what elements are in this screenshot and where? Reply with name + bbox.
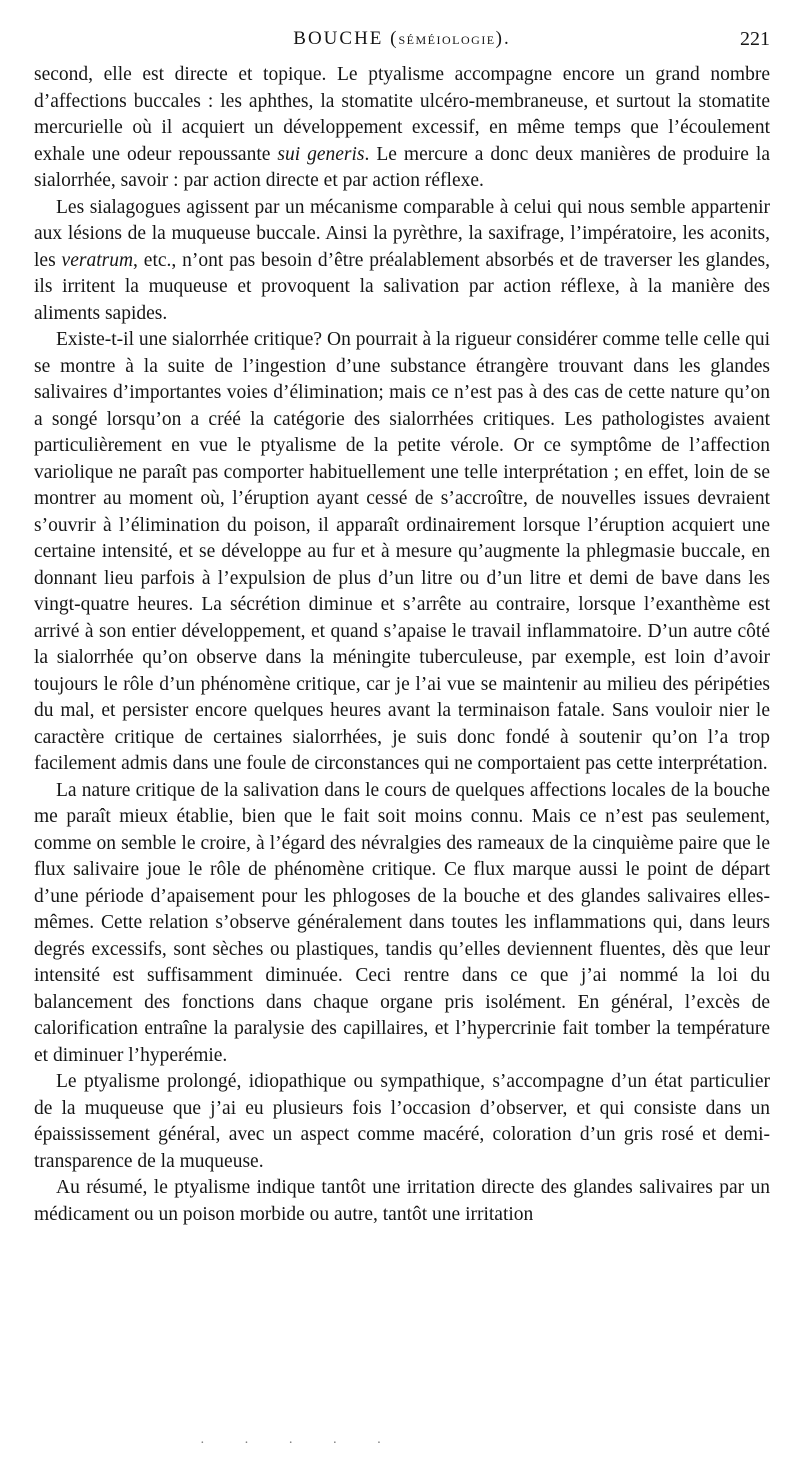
paragraph-text: La nature critique de la salivation dans le cours de quelques affections locales de la bouche me paraît mieux établie, bien que le fait soit moins connu. Mais ce n’est pas seulement, comme on semble le croire, à l’égard des névralgies des rameaux de la cinquième paire que le flux salivaire joue le rôle de phénomène critique. Ce flux marque aussi le point de départ d’une période d’apaisement pour les phlogoses de la bouche et des glandes salivaires elles-mêmes. Cette relation s’observe généralement dans toutes les inflammations qui, dans leurs degrés excessifs, sont sèches ou plastiques, tandis qu’elles deviennent fluentes, dès que leur intensité est suffisamment diminuée. Ceci rentre dans ce que j’ai nommé la loi du balancement des fonctions dans chaque organe pris isolément. En général, l’excès de calorification entraîne la paralysie des capillaires, et l’hypercrinie fait tomber la température et diminuer l’hyperémie. — [34, 779, 770, 1066]
page-number: 221 — [740, 28, 770, 50]
paragraph-text: Le ptyalisme prolongé, idiopathique ou sympathique, s’accompagne d’un état particulier de la muqueuse que j’ai eu plusieurs fois l’occasion d’observer, et qui consiste dans un épaississement général, avec un aspect comme macéré, coloration d’un gris rosé et demi-transparence de la muqueuse. — [34, 1071, 770, 1172]
running-title-small-caps: SÉMÉIOLOGIE — [398, 33, 496, 47]
body-text — [34, 62, 770, 1228]
paragraph — [34, 327, 770, 778]
paragraph — [34, 1175, 770, 1228]
paragraph-text: Les sialagogues agissent par un mécanisme comparable à celui qui nous semble appartenir aux lésions de la muqueuse buccale. Ainsi la pyrèthre, la saxifrage, l’impératoire, les aconits, les — [34, 196, 770, 271]
running-title-main: BOUCHE ( — [293, 28, 399, 49]
paragraph-text: Au résumé, le ptyalisme indique tantôt une irritation directe des glandes salivaires par un médicament ou un poison morbide ou autre, tantôt une irritation — [34, 1177, 770, 1225]
paragraph — [34, 62, 770, 195]
paragraph-text: second, elle est directe et topique. Le ptyalisme accompagne encore un grand nombre d’affections buccales : les aphthes, la stomatite ulcéro-membraneuse, et surtout la stomatite mercurielle où il acquiert un développement excessif, en même temps que l’écoulement exhale une odeur repoussante — [34, 64, 770, 165]
running-title — [34, 28, 770, 50]
book-page — [34, 28, 770, 1228]
footer-specks: · · · · · — [200, 1436, 400, 1451]
paragraph-text: . Le mercure a donc deux manières de produire la sialorrhée, savoir : par action directe et par action réflexe. — [34, 143, 770, 191]
paragraph — [34, 1069, 770, 1175]
paragraph-text: , etc., n’ont pas besoin d’être préalablement absorbés et de traverser les glandes, ils irritent la muqueuse et provoquent la salivation par action réflexe, à la manière des aliments sapides. — [34, 249, 770, 324]
italic-text: veratrum — [61, 249, 134, 271]
running-head — [34, 28, 770, 62]
running-title-end: ). — [495, 28, 511, 49]
paragraph — [34, 195, 770, 328]
paragraph — [34, 778, 770, 1070]
paragraph-text: Existe-t-il une sialorrhée critique? On pourrait à la rigueur considérer comme telle celle qui se montre à la suite de l’ingestion d’une substance étrangère trouvant dans les glandes salivaires d’importantes voies d’élimination; mais ce n’est pas à des cas de cette nature qu’on a songé lorsqu’on a créé la catégorie des sialorrhées critiques. Les pathologistes avaient particulièrement en vue le ptyalisme de la petite vérole. Or ce symptôme de l’affection variolique ne paraît pas comporter habituellement une telle interprétation ; en effet, loin de se montrer au moment où, l’éruption ayant cessé de s’accroître, de nouvelles issues devraient s’ouvrir à l’élimination du poison, il apparaît ordinairement lorsque l’éruption acquiert une certaine intensité, et se développe au fur et à mesure qu’augmente la phlegmasie buccale, en donnant lieu parfois à l’expulsion de plus d’un litre ou d’un litre et demi de bave dans les vingt-quatre heures. La sécrétion diminue et s’arrête au contraire, lorsque l’exanthème est arrivé à son entier développement, et quand s’apaise le travail inflammatoire. D’un autre côté la sialorrhée qu’on observe dans la méningite tuberculeuse, par exemple, est loin d’avoir toujours le rôle d’un phénomène critique, car je l’ai vue se maintenir au milieu des péripéties du mal, et persister encore quelques heures avant la terminaison fatale. Sans vouloir nier le caractère critique de certaines sialorrhées, je suis donc fondé à soutenir qu’on l’a trop facilement admis dans une foule de circonstances qui ne comportaient pas cette interprétation. — [34, 329, 770, 774]
italic-text: sui generis — [277, 143, 365, 165]
